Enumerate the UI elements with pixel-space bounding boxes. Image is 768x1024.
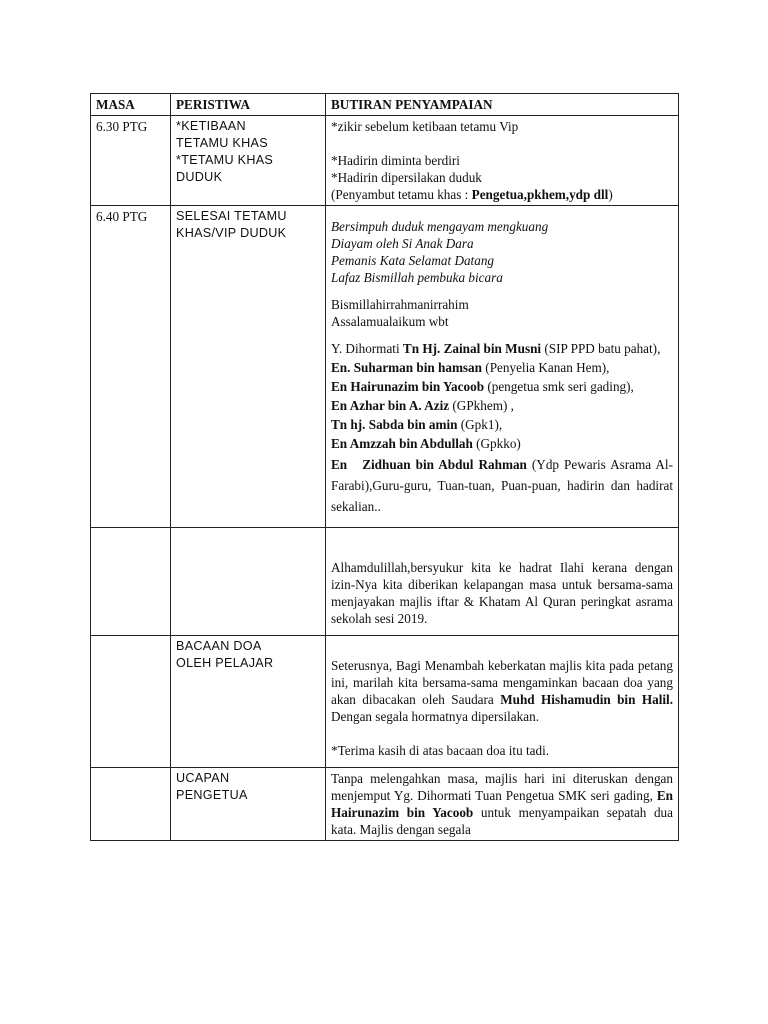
pantun-line: Pemanis Kata Selamat Datang <box>331 253 495 268</box>
row5-masa <box>91 768 171 841</box>
row4-peristiwa <box>171 636 326 768</box>
table-row <box>91 528 679 636</box>
row3-paragraph: Alhamdulillah,bersyukur kita ke hadrat Ilahi kerana dengan izin-Nya kita diberikan kelapangan masa untuk bersama-sama menjayakan majlis iftar & Khatam Al Quran peringkat asrama sekolah sesi 2019. <box>331 560 673 626</box>
row1-peristiwa <box>171 116 326 206</box>
row5-peristiwa-line: PENGETUA <box>176 788 248 802</box>
text-span: Y. Dihormati <box>331 341 403 356</box>
text-span: (Penyelia Kanan Hem), <box>482 360 610 375</box>
guest-name: Tn Hj. Zainal bin Musni <box>402 341 542 356</box>
row4-masa <box>91 636 171 768</box>
row1-line: *Hadirin dipersilakan duduk <box>331 170 482 185</box>
row5-paragraph <box>331 770 673 838</box>
row2-butiran <box>326 206 679 528</box>
text-span: (Gpk1), <box>457 417 503 432</box>
row2-peristiwa <box>171 206 326 528</box>
pantun-line: Bersimpuh duduk mengayam mengkuang <box>331 219 549 234</box>
table-row <box>91 116 679 206</box>
text-span: Seterusnya, Bagi Menambah keberkatan majlis kita pada petang ini, marilah kita bersama-sama mengaminkan bacaan doa yang akan dibacakan oleh Saudara <box>331 658 673 707</box>
header-peristiwa: PERISTIWA <box>171 94 326 116</box>
text-span: (Ydp Pewaris Asrama Al-Farabi),Guru-guru, Tuan-tuan, Puan-puan, hadirin dan hadirat sekalian.. <box>331 457 673 514</box>
principal-name: En Hairunazim bin Yacoob <box>331 788 673 820</box>
bold-span: Pengetua,pkhem,ydp dll <box>471 187 609 202</box>
row2-peristiwa-line: KHAS/VIP DUDUK <box>176 226 287 240</box>
row4-butiran <box>326 636 679 768</box>
guest-entry <box>331 416 673 433</box>
text-span: (GPkhem) , <box>449 398 514 413</box>
row5-peristiwa <box>171 768 326 841</box>
row1-line <box>331 186 673 203</box>
row3-butiran <box>326 528 679 636</box>
guest-entry <box>331 340 673 357</box>
header-masa: MASA <box>91 94 171 116</box>
pantun-line: Diayam oleh Si Anak Dara <box>331 236 474 251</box>
student-name: Muhd Hishamudin bin Halil. <box>500 692 673 707</box>
row3-masa <box>91 528 171 636</box>
guest-name: Tn hj. Sabda bin amin <box>331 417 458 432</box>
salam-line: Bismillahirrahmanirrahim <box>331 297 469 312</box>
table-row <box>91 206 679 528</box>
header-butiran: BUTIRAN PENYAMPAIAN <box>326 94 679 116</box>
row1-butiran <box>326 116 679 206</box>
guest-entry <box>331 454 673 517</box>
row4-peristiwa-line: OLEH PELAJAR <box>176 656 274 670</box>
text-span: (SIP PPD batu pahat), <box>541 341 661 356</box>
guest-name: En Hairunazim bin Yacoob <box>331 379 485 394</box>
row5-peristiwa-line: UCAPAN <box>176 771 230 785</box>
text-span: Tanpa melengahkan masa, majlis hari ini diteruskan dengan menjemput Yg. Dihormati Tuan Pengetua SMK seri gading, <box>331 771 673 803</box>
row1-peristiwa-line: *KETIBAAN <box>176 119 246 133</box>
program-schedule-table <box>90 93 679 841</box>
text-span: (pengetua smk seri gading), <box>484 379 634 394</box>
text-span: (Gpkko) <box>472 436 521 451</box>
row1-peristiwa-line: TETAMU KHAS <box>176 136 268 150</box>
row2-peristiwa-line: SELESAI TETAMU <box>176 209 287 223</box>
row1-peristiwa-line: DUDUK <box>176 170 223 184</box>
row5-butiran <box>326 768 679 841</box>
pantun-line: Lafaz Bismillah pembuka bicara <box>331 270 503 285</box>
table-row <box>91 768 679 841</box>
row1-line: *zikir sebelum ketibaan tetamu Vip <box>331 119 519 134</box>
row4-paragraph <box>331 657 673 725</box>
salam-line: Assalamualaikum wbt <box>331 314 449 329</box>
row1-masa: 6.30 PTG <box>91 116 171 206</box>
row2-masa: 6.40 PTG <box>91 206 171 528</box>
table-header-row <box>91 94 679 116</box>
guest-list <box>331 340 673 517</box>
table-row <box>91 636 679 768</box>
row4-peristiwa-line: BACAAN DOA <box>176 639 262 653</box>
guest-entry <box>331 435 673 452</box>
row4-thanks: *Terima kasih di atas bacaan doa itu tadi. <box>331 743 550 758</box>
guest-name: En. Suharman bin hamsan <box>331 360 482 375</box>
guest-entry <box>331 378 673 395</box>
text-span: ) <box>608 187 613 202</box>
text-span: Dengan segala hormatnya dipersilakan. <box>331 709 539 724</box>
guest-name: En Amzzah bin Abdullah <box>331 436 473 451</box>
row3-peristiwa <box>171 528 326 636</box>
guest-name: En Zidhuan bin Abdul Rahman <box>331 457 527 472</box>
guest-name: En Azhar bin A. Aziz <box>331 398 450 413</box>
guest-entry <box>331 359 673 376</box>
row1-peristiwa-line: *TETAMU KHAS <box>176 153 274 167</box>
text-span: (Penyambut tetamu khas : <box>331 187 472 202</box>
guest-entry <box>331 397 673 414</box>
row1-line: *Hadirin diminta berdiri <box>331 153 460 168</box>
text-span: untuk menyampaikan sepatah dua kata. Majlis dengan segala <box>331 805 673 837</box>
